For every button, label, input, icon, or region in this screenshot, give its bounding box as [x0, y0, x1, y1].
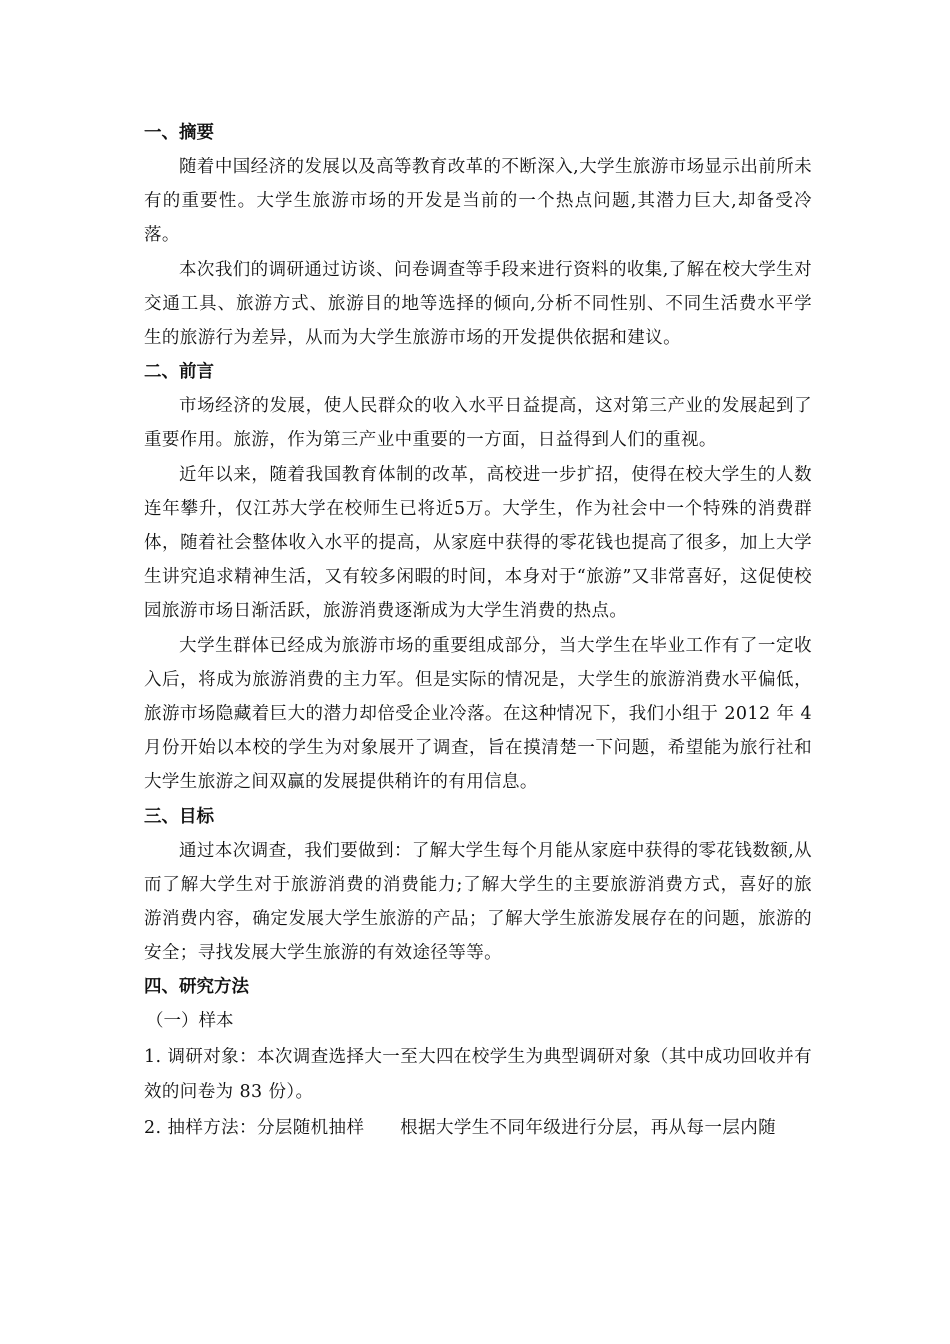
- section-heading-preface: 二、前言: [144, 362, 214, 383]
- section-heading-methods: 四、研究方法: [144, 977, 249, 998]
- methods-item-2: 2. 抽样方法：分层随机抽样 根据大学生不同年级进行分层，再从每一层内随: [144, 1117, 777, 1138]
- goals-paragraph-1: 通过本次调查，我们要做到：了解大学生每个月能从家庭中获得的零花钱数额,从而了解大学生对于旅游消费的消费能力;了解大学生的主要旅游消费方式，喜好的旅游消费内容，确定发展大学生旅游的产品；了解大学生旅游发展存在的问题，旅游的安全；寻找发展大学生旅游的有效途径等等。: [144, 840, 812, 964]
- methods-subheading-sample: （一）样本: [146, 1011, 234, 1032]
- abstract-paragraph-1: 随着中国经济的发展以及高等教育改革的不断深入,大学生旅游市场显示出前所未有的重要性。大学生旅游市场的开发是当前的一个热点问题,其潜力巨大,却备受冷落。: [144, 157, 812, 246]
- preface-paragraph-3: 大学生群体已经成为旅游市场的重要组成部分，当大学生在毕业工作有了一定收入后，将成为旅游消费的主力军。但是实际的情况是，大学生的旅游消费水平偏低，旅游市场隐藏着巨大的潜力却倍受企业冷落。在这种情况下，我们小组于 2012 年 4 月份开始以本校的学生为对象展开了调查，旨在摸清楚一下问题，希望能为旅行社和大学生旅游之间双赢的发展提供稍许的有用信息。: [144, 635, 812, 793]
- methods-item-1: 1. 调研对象：本次调查选择大一至大四在校学生为典型调研对象（其中成功回收并有效的问卷为 83 份）。: [144, 1047, 812, 1102]
- document-page: [144, 116, 812, 1145]
- preface-paragraph-2: 近年以来，随着我国教育体制的改革，高校进一步扩招，使得在校大学生的人数连年攀升，仅江苏大学在校师生已将近5万。大学生，作为社会中一个特殊的消费群体，随着社会整体收入水平的提高，从家庭中获得的零花钱也提高了很多，加上大学生讲究追求精神生活，又有较多闲暇的时间，本身对于“旅游”又非常喜好，这促使校园旅游市场日渐活跃，旅游消费逐渐成为大学生消费的热点。: [144, 464, 812, 622]
- section-heading-goals: 三、目标: [144, 806, 214, 827]
- abstract-paragraph-2: 本次我们的调研通过访谈、问卷调查等手段来进行资料的收集,了解在校大学生对交通工具、旅游方式、旅游目的地等选择的倾向,分析不同性别、不同生活费水平学生的旅游行为差异，从而为大学生旅游市场的开发提供依据和建议。: [144, 259, 812, 349]
- section-heading-abstract: 一、摘要: [144, 123, 214, 143]
- preface-paragraph-1: 市场经济的发展，使人民群众的收入水平日益提高，这对第三产业的发展起到了重要作用。旅游，作为第三产业中重要的一方面，日益得到人们的重视。: [144, 396, 812, 451]
